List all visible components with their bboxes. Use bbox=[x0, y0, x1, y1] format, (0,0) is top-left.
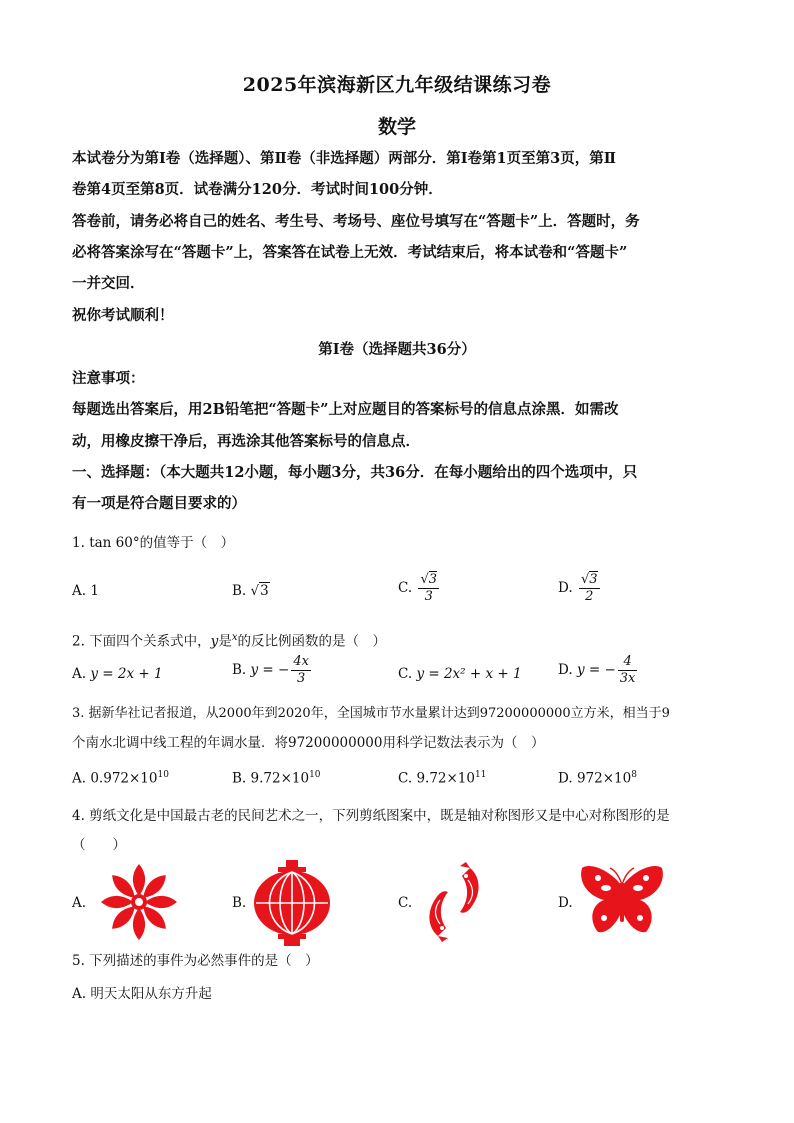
fraction: $\frac{√3}{2}$ bbox=[580, 572, 598, 604]
fraction bbox=[618, 654, 638, 687]
option-label: C. bbox=[398, 770, 413, 787]
option-label: A. bbox=[72, 770, 87, 787]
q4-option-a-label[interactable]: A. bbox=[72, 895, 87, 911]
q1-option-d[interactable] bbox=[558, 572, 600, 605]
flower-papercut-icon bbox=[92, 862, 186, 942]
q4-option-b-label[interactable]: B. bbox=[232, 895, 247, 911]
q4-option-d-label[interactable]: D. bbox=[558, 895, 573, 911]
option-label: D. bbox=[558, 662, 573, 678]
equation: y = 2x + 1 bbox=[90, 666, 163, 682]
intro-line-5: 一并交回． bbox=[72, 275, 145, 292]
numerator: 3 bbox=[589, 572, 598, 587]
var-x: x bbox=[231, 632, 238, 643]
notes-title: 注意事项： bbox=[72, 370, 145, 387]
q3-option-a[interactable] bbox=[72, 770, 169, 787]
question-5-stem: 5. 下列描述的事件为必然事件的是（ ） bbox=[72, 953, 319, 969]
denominator: 3 bbox=[297, 671, 306, 686]
exam-title: 2025年滨海新区九年级结课练习卷 bbox=[242, 74, 552, 96]
denominator: 3 bbox=[424, 589, 433, 604]
option-label: B. bbox=[232, 662, 247, 678]
radicand: 3 bbox=[260, 583, 269, 599]
equation-prefix: y = − bbox=[250, 662, 290, 678]
intro-line-2: 卷第4页至第8页．试卷满分120分．考试时间100分钟． bbox=[72, 181, 443, 198]
question-3-line-2: 个南水北调中线工程的年调水量．将97200000000用科学记数法表示为（ ） bbox=[72, 735, 545, 751]
part-line-2: 有一项是符合题目要求的） bbox=[72, 495, 246, 512]
numerator: 4 bbox=[618, 654, 638, 671]
denominator: 3x bbox=[619, 671, 636, 686]
q5-option-a[interactable]: A. 明天太阳从东方升起 bbox=[72, 986, 212, 1002]
q4-option-c-label[interactable]: C. bbox=[398, 895, 413, 911]
option-label: C. bbox=[398, 666, 413, 682]
exponent: 10 bbox=[157, 770, 169, 780]
equation: y = 2x² + x + 1 bbox=[416, 666, 522, 682]
q2-option-c[interactable] bbox=[398, 666, 522, 682]
tan-expression: tan 60° bbox=[89, 535, 140, 551]
fraction bbox=[291, 654, 311, 687]
question-2-stem bbox=[72, 628, 732, 652]
q2-option-b[interactable] bbox=[232, 654, 311, 687]
q2-option-a[interactable] bbox=[72, 666, 163, 682]
option-label: D. bbox=[558, 580, 573, 596]
var-y: y bbox=[210, 633, 219, 650]
question-text: 是 bbox=[218, 633, 232, 650]
intro-line-4: 必将答案涂写在“答题卡”上，答案答在试卷上无效．考试结束后，将本试卷和“答题卡” bbox=[72, 244, 628, 261]
question-3-line-1: 3. 据新华社记者报道，从2000年到2020年，全国城市节水量累计达到97200000000立方米，相当于9 bbox=[72, 706, 670, 721]
q1-option-b[interactable] bbox=[232, 583, 270, 599]
notes-line-1: 每题选出答案后，用2B铅笔把“答题卡”上对应题目的答案标号的信息点涂黑．如需改 bbox=[72, 401, 619, 418]
option-label: C. bbox=[398, 580, 413, 596]
exponent: 11 bbox=[475, 770, 487, 780]
equation-prefix: y = − bbox=[576, 662, 616, 678]
denominator: 2 bbox=[585, 589, 594, 604]
butterfly-papercut-icon bbox=[578, 862, 666, 942]
question-4-line-2: （ ） bbox=[72, 837, 126, 853]
lantern-papercut-icon bbox=[252, 860, 332, 946]
option-label: D. bbox=[558, 770, 573, 787]
q1-option-a[interactable]: A. 1 bbox=[72, 583, 99, 599]
sci-notation: 9.72×10 bbox=[416, 770, 475, 787]
part-line-1: 一、选择题：（本大题共12小题，每小题3分，共36分．在每小题给出的四个选项中，只 bbox=[72, 464, 638, 481]
intro-line-3: 答卷前，请务必将自己的姓名、考生号、考场号、座位号填写在“答题卡”上．答题时，务 bbox=[72, 213, 640, 230]
intro-line-1: 本试卷分为第Ⅰ卷（选择题）、第Ⅱ卷（非选择题）两部分．第Ⅰ卷第1页至第3页，第Ⅱ bbox=[72, 150, 616, 167]
koi-fish-papercut-icon bbox=[418, 862, 490, 942]
question-4-line-1: 4. 剪纸文化是中国最古老的民间艺术之一，下列剪纸图案中，既是轴对称图形又是中心对称图形的是 bbox=[72, 808, 670, 824]
q2-option-d[interactable] bbox=[558, 654, 637, 687]
q3-option-d[interactable] bbox=[558, 770, 637, 787]
question-text: 2. 下面四个关系式中， bbox=[72, 633, 211, 650]
sci-notation: 0.972×10 bbox=[90, 770, 158, 787]
numerator: 4x bbox=[293, 654, 309, 669]
question-number: 1. bbox=[72, 535, 85, 551]
question-text: 的反比例函数的是（ ） bbox=[237, 633, 386, 650]
option-label: B. bbox=[232, 770, 247, 787]
exponent: 8 bbox=[631, 770, 637, 780]
sqrt-expression: √3 bbox=[250, 583, 269, 599]
sci-notation: 9.72×10 bbox=[250, 770, 310, 787]
intro-line-6: 祝你考试顺利！ bbox=[72, 307, 174, 324]
q3-option-b[interactable] bbox=[232, 770, 321, 787]
sci-notation: 972×10 bbox=[576, 770, 632, 787]
option-label: B. bbox=[232, 583, 247, 599]
q3-option-c[interactable] bbox=[398, 770, 486, 787]
q1-option-c[interactable] bbox=[398, 572, 439, 605]
fraction: $\frac{√3}{3}$ bbox=[420, 572, 438, 604]
section-heading: 第Ⅰ卷（选择题共36分） bbox=[318, 341, 476, 358]
option-label: A. bbox=[72, 666, 87, 682]
question-text: 的值等于（ ） bbox=[139, 535, 235, 551]
exponent: 10 bbox=[309, 770, 321, 780]
notes-line-2: 动，用橡皮擦干净后，再选涂其他答案标号的信息点． bbox=[72, 433, 420, 450]
numerator: 3 bbox=[428, 572, 438, 587]
question-1-stem bbox=[72, 533, 732, 553]
subject-title: 数学 bbox=[377, 116, 416, 138]
